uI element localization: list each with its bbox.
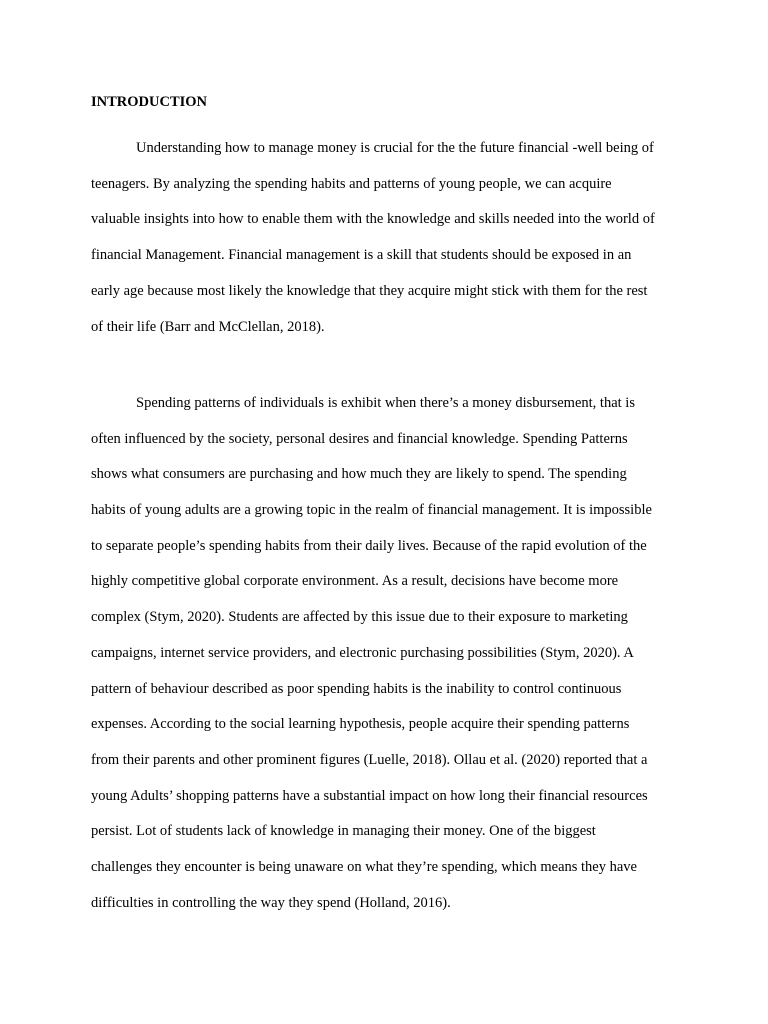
paragraph-line: complex (Stym, 2020). Students are affected by this issue due to their exposure to marketing xyxy=(91,609,628,625)
paragraph-line: financial Management. Financial management is a skill that students should be exposed in an xyxy=(91,247,632,263)
paragraph-line: difficulties in controlling the way they spend (Holland, 2016). xyxy=(91,895,451,911)
paragraph-line: highly competitive global corporate environment. As a result, decisions have become more xyxy=(91,573,619,589)
paragraph-line: valuable insights into how to enable them with the knowledge and skills needed into the world of xyxy=(91,211,655,227)
paragraph-line: shows what consumers are purchasing and how much they are likely to spend. The spending xyxy=(91,466,627,482)
paragraph-line: from their parents and other prominent figures (Luelle, 2018). Ollau et al. (2020) reported that a xyxy=(91,752,648,768)
paragraph-line: teenagers. By analyzing the spending habits and patterns of young people, we can acquire xyxy=(91,176,612,192)
paragraph-line: pattern of behaviour described as poor spending habits is the inability to control continuous xyxy=(91,681,622,697)
paragraph-line: persist. Lot of students lack of knowledge in managing their money. One of the biggest xyxy=(91,823,596,839)
paragraph-line: challenges they encounter is being unaware on what they’re spending, which means they have xyxy=(91,859,637,875)
section-heading: INTRODUCTION xyxy=(91,94,208,110)
paragraph-line: early age because most likely the knowledge that they acquire might stick with them for the rest xyxy=(91,283,648,299)
paragraph-line: often influenced by the society, personal desires and financial knowledge. Spending Patterns xyxy=(91,431,628,447)
paragraph-line: habits of young adults are a growing topic in the realm of financial management. It is impossible xyxy=(91,502,652,518)
paragraph-line: expenses. According to the social learning hypothesis, people acquire their spending patterns xyxy=(91,716,630,732)
paragraph-line: young Adults’ shopping patterns have a substantial impact on how long their financial resources xyxy=(91,788,648,804)
paragraph-line: of their life (Barr and McClellan, 2018). xyxy=(91,319,325,335)
paragraph-line: Understanding how to manage money is crucial for the the future financial -well being of xyxy=(136,140,654,156)
paragraph-line: Spending patterns of individuals is exhibit when there’s a money disbursement, that is xyxy=(136,395,635,411)
paragraph-line: campaigns, internet service providers, and electronic purchasing possibilities (Stym, 2020). A xyxy=(91,645,634,661)
paragraph-line: to separate people’s spending habits from their daily lives. Because of the rapid evolution of the xyxy=(91,538,647,554)
